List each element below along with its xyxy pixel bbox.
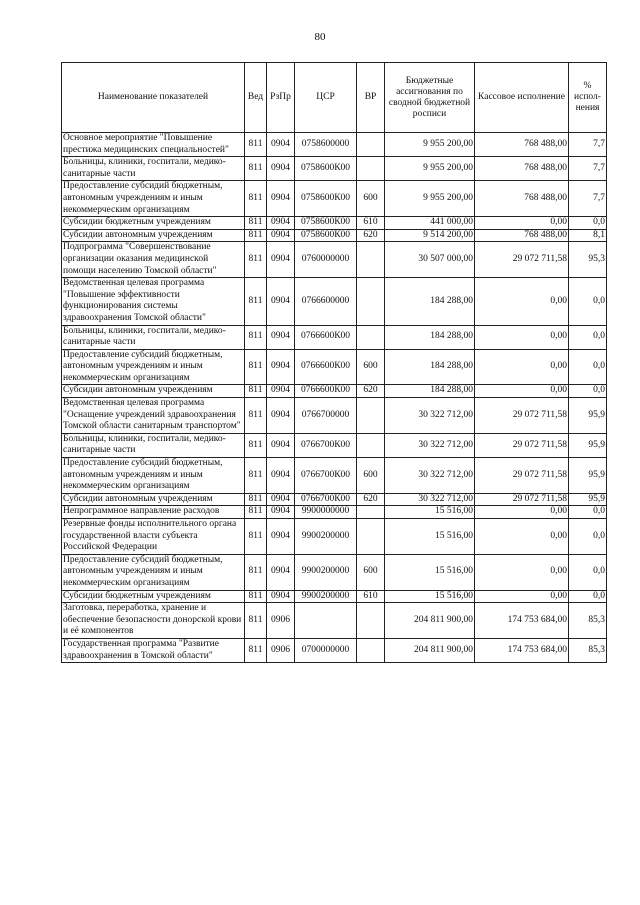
cell-vr: 620	[357, 229, 385, 242]
cell-vr	[357, 506, 385, 519]
cell-ved: 811	[245, 278, 267, 325]
cell-name: Больницы, клиники, госпитали, медико-санитарные части	[62, 157, 245, 181]
cell-pct: 0,0	[569, 554, 607, 590]
table-row	[62, 217, 607, 230]
cell-budget: 9 955 200,00	[385, 157, 475, 181]
cell-budget: 30 507 000,00	[385, 242, 475, 278]
cell-name: Больницы, клиники, госпитали, медико-санитарные части	[62, 433, 245, 457]
cell-rzpr: 0904	[267, 349, 295, 385]
cell-csr: 0766600К00	[295, 325, 357, 349]
cell-vr: 620	[357, 493, 385, 506]
cell-pct: 85,3	[569, 638, 607, 662]
cell-cash: 768 488,00	[475, 181, 569, 217]
header-vr: ВР	[357, 63, 385, 133]
cell-name: Субсидии автономным учреждениям	[62, 493, 245, 506]
cell-rzpr: 0904	[267, 157, 295, 181]
cell-pct: 85,3	[569, 603, 607, 639]
table-row	[62, 398, 607, 434]
cell-vr: 610	[357, 217, 385, 230]
cell-vr	[357, 603, 385, 639]
cell-rzpr: 0904	[267, 229, 295, 242]
cell-budget: 9 955 200,00	[385, 133, 475, 157]
cell-name: Ведомственная целевая программа "Повышение эффективности функционирования системы здравоохранения Томской области"	[62, 278, 245, 325]
cell-vr	[357, 325, 385, 349]
cell-budget: 204 811 900,00	[385, 603, 475, 639]
cell-vr	[357, 433, 385, 457]
cell-ved: 811	[245, 349, 267, 385]
cell-vr	[357, 398, 385, 434]
budget-execution-table	[61, 62, 607, 663]
table-row	[62, 242, 607, 278]
cell-csr	[295, 603, 357, 639]
cell-pct: 0,0	[569, 590, 607, 603]
header-cash: Кассовое исполнение	[475, 63, 569, 133]
cell-rzpr: 0904	[267, 133, 295, 157]
cell-csr: 0766600К00	[295, 385, 357, 398]
header-rzpr: РзПр	[267, 63, 295, 133]
cell-cash: 174 753 684,00	[475, 603, 569, 639]
table-row	[62, 133, 607, 157]
cell-pct: 95,9	[569, 433, 607, 457]
cell-name: Больницы, клиники, госпитали, медико-санитарные части	[62, 325, 245, 349]
cell-pct: 0,0	[569, 325, 607, 349]
cell-rzpr: 0904	[267, 433, 295, 457]
cell-rzpr: 0904	[267, 458, 295, 494]
cell-ved: 811	[245, 493, 267, 506]
table-row	[62, 278, 607, 325]
cell-csr: 0758600К00	[295, 229, 357, 242]
cell-budget: 184 288,00	[385, 385, 475, 398]
table-header-row	[62, 63, 607, 133]
cell-name: Подпрограмма "Совершенствование организации оказания медицинской помощи населению Томской области"	[62, 242, 245, 278]
cell-cash: 0,00	[475, 217, 569, 230]
cell-cash: 174 753 684,00	[475, 638, 569, 662]
cell-cash: 0,00	[475, 349, 569, 385]
cell-budget: 204 811 900,00	[385, 638, 475, 662]
cell-cash: 768 488,00	[475, 229, 569, 242]
cell-csr: 9900200000	[295, 519, 357, 555]
cell-ved: 811	[245, 181, 267, 217]
cell-pct: 0,0	[569, 217, 607, 230]
table-row	[62, 229, 607, 242]
cell-rzpr: 0904	[267, 398, 295, 434]
cell-csr: 0766700К00	[295, 433, 357, 457]
table-row	[62, 638, 607, 662]
cell-rzpr: 0906	[267, 603, 295, 639]
cell-name: Субсидии бюджетным учреждениям	[62, 590, 245, 603]
cell-cash: 768 488,00	[475, 133, 569, 157]
cell-budget: 30 322 712,00	[385, 493, 475, 506]
cell-csr: 0766700К00	[295, 493, 357, 506]
page-number: 80	[314, 31, 326, 43]
cell-rzpr: 0904	[267, 493, 295, 506]
cell-ved: 811	[245, 506, 267, 519]
cell-budget: 15 516,00	[385, 590, 475, 603]
cell-csr: 0766600000	[295, 278, 357, 325]
cell-name: Основное мероприятие "Повышение престижа медицинских специальностей"	[62, 133, 245, 157]
cell-ved: 811	[245, 554, 267, 590]
cell-vr	[357, 638, 385, 662]
cell-cash: 29 072 711,58	[475, 242, 569, 278]
table-row	[62, 157, 607, 181]
table-row	[62, 433, 607, 457]
cell-csr: 0760000000	[295, 242, 357, 278]
cell-csr: 0700000000	[295, 638, 357, 662]
cell-cash: 0,00	[475, 590, 569, 603]
cell-csr: 0766700000	[295, 398, 357, 434]
table-row	[62, 554, 607, 590]
cell-name: Государственная программа "Развитие здравоохранения в Томской области"	[62, 638, 245, 662]
cell-csr: 0758600000	[295, 133, 357, 157]
cell-pct: 95,3	[569, 242, 607, 278]
cell-ved: 811	[245, 603, 267, 639]
cell-pct: 8,1	[569, 229, 607, 242]
cell-ved: 811	[245, 157, 267, 181]
cell-pct: 7,7	[569, 157, 607, 181]
cell-name: Предоставление субсидий бюджетным, автономным учреждениям и иным некоммерческим организациям	[62, 181, 245, 217]
cell-pct: 0,0	[569, 278, 607, 325]
cell-csr: 0766600К00	[295, 349, 357, 385]
cell-ved: 811	[245, 242, 267, 278]
cell-rzpr: 0906	[267, 638, 295, 662]
cell-vr: 610	[357, 590, 385, 603]
cell-ved: 811	[245, 638, 267, 662]
cell-ved: 811	[245, 398, 267, 434]
cell-vr: 600	[357, 181, 385, 217]
header-name: Наименование показателей	[62, 63, 245, 133]
cell-pct: 7,7	[569, 181, 607, 217]
cell-vr	[357, 278, 385, 325]
cell-cash: 29 072 711,58	[475, 433, 569, 457]
cell-csr: 0758600К00	[295, 217, 357, 230]
cell-csr: 9900200000	[295, 590, 357, 603]
header-pct: % испол-нения	[569, 63, 607, 133]
cell-pct: 0,0	[569, 385, 607, 398]
cell-pct: 0,0	[569, 519, 607, 555]
table-row	[62, 181, 607, 217]
cell-pct: 7,7	[569, 133, 607, 157]
cell-rzpr: 0904	[267, 217, 295, 230]
table-row	[62, 493, 607, 506]
cell-vr: 600	[357, 458, 385, 494]
header-csr: ЦСР	[295, 63, 357, 133]
cell-vr	[357, 242, 385, 278]
header-ved: Вед	[245, 63, 267, 133]
cell-ved: 811	[245, 133, 267, 157]
cell-budget: 184 288,00	[385, 325, 475, 349]
cell-name: Непрограммное направление расходов	[62, 506, 245, 519]
table-row	[62, 519, 607, 555]
cell-budget: 184 288,00	[385, 349, 475, 385]
cell-ved: 811	[245, 325, 267, 349]
table-row	[62, 506, 607, 519]
cell-vr: 600	[357, 349, 385, 385]
cell-cash: 0,00	[475, 325, 569, 349]
cell-ved: 811	[245, 433, 267, 457]
cell-cash: 29 072 711,58	[475, 493, 569, 506]
cell-ved: 811	[245, 229, 267, 242]
cell-csr: 9900000000	[295, 506, 357, 519]
cell-csr: 0758600К00	[295, 181, 357, 217]
cell-vr: 600	[357, 554, 385, 590]
cell-budget: 9 955 200,00	[385, 181, 475, 217]
cell-cash: 0,00	[475, 385, 569, 398]
table-row	[62, 603, 607, 639]
cell-csr: 9900200000	[295, 554, 357, 590]
cell-name: Резервные фонды исполнительного органа государственной власти субъекта Российской Федерации	[62, 519, 245, 555]
cell-cash: 768 488,00	[475, 157, 569, 181]
cell-name: Предоставление субсидий бюджетным, автономным учреждениям и иным некоммерческим организациям	[62, 458, 245, 494]
table-row	[62, 590, 607, 603]
cell-ved: 811	[245, 458, 267, 494]
cell-budget: 15 516,00	[385, 506, 475, 519]
cell-rzpr: 0904	[267, 385, 295, 398]
cell-rzpr: 0904	[267, 325, 295, 349]
cell-ved: 811	[245, 385, 267, 398]
cell-vr	[357, 519, 385, 555]
cell-cash: 29 072 711,58	[475, 398, 569, 434]
cell-ved: 811	[245, 590, 267, 603]
cell-pct: 95,9	[569, 398, 607, 434]
cell-pct: 95,9	[569, 493, 607, 506]
table-row	[62, 458, 607, 494]
cell-ved: 811	[245, 519, 267, 555]
cell-vr: 620	[357, 385, 385, 398]
cell-rzpr: 0904	[267, 181, 295, 217]
cell-cash: 0,00	[475, 519, 569, 555]
cell-vr	[357, 133, 385, 157]
cell-budget: 184 288,00	[385, 278, 475, 325]
cell-budget: 15 516,00	[385, 519, 475, 555]
cell-name: Предоставление субсидий бюджетным, автономным учреждениям и иным некоммерческим организациям	[62, 554, 245, 590]
cell-cash: 0,00	[475, 554, 569, 590]
cell-name: Предоставление субсидий бюджетным, автономным учреждениям и иным некоммерческим организациям	[62, 349, 245, 385]
cell-cash: 0,00	[475, 506, 569, 519]
cell-rzpr: 0904	[267, 590, 295, 603]
table-body	[62, 133, 607, 663]
cell-name: Ведомственная целевая программа "Оснащение учреждений здравоохранения Томской области санитарным транспортом"	[62, 398, 245, 434]
cell-name: Субсидии автономным учреждениям	[62, 229, 245, 242]
cell-pct: 0,0	[569, 349, 607, 385]
cell-csr: 0758600К00	[295, 157, 357, 181]
table-row	[62, 385, 607, 398]
cell-budget: 30 322 712,00	[385, 398, 475, 434]
cell-rzpr: 0904	[267, 506, 295, 519]
cell-budget: 15 516,00	[385, 554, 475, 590]
cell-pct: 95,9	[569, 458, 607, 494]
cell-ved: 811	[245, 217, 267, 230]
cell-vr	[357, 157, 385, 181]
cell-rzpr: 0904	[267, 554, 295, 590]
header-budget: Бюджетные ассигнования по сводной бюджетной росписи	[385, 63, 475, 133]
cell-cash: 29 072 711,58	[475, 458, 569, 494]
cell-pct: 0,0	[569, 506, 607, 519]
cell-cash: 0,00	[475, 278, 569, 325]
cell-budget: 9 514 200,00	[385, 229, 475, 242]
cell-budget: 30 322 712,00	[385, 458, 475, 494]
cell-budget: 441 000,00	[385, 217, 475, 230]
cell-name: Субсидии автономным учреждениям	[62, 385, 245, 398]
cell-rzpr: 0904	[267, 278, 295, 325]
table-row	[62, 349, 607, 385]
cell-rzpr: 0904	[267, 519, 295, 555]
table-row	[62, 325, 607, 349]
cell-csr: 0766700К00	[295, 458, 357, 494]
cell-name: Заготовка, переработка, хранение и обеспечение безопасности донорской крови и её компонентов	[62, 603, 245, 639]
cell-rzpr: 0904	[267, 242, 295, 278]
cell-budget: 30 322 712,00	[385, 433, 475, 457]
cell-name: Субсидии бюджетным учреждениям	[62, 217, 245, 230]
